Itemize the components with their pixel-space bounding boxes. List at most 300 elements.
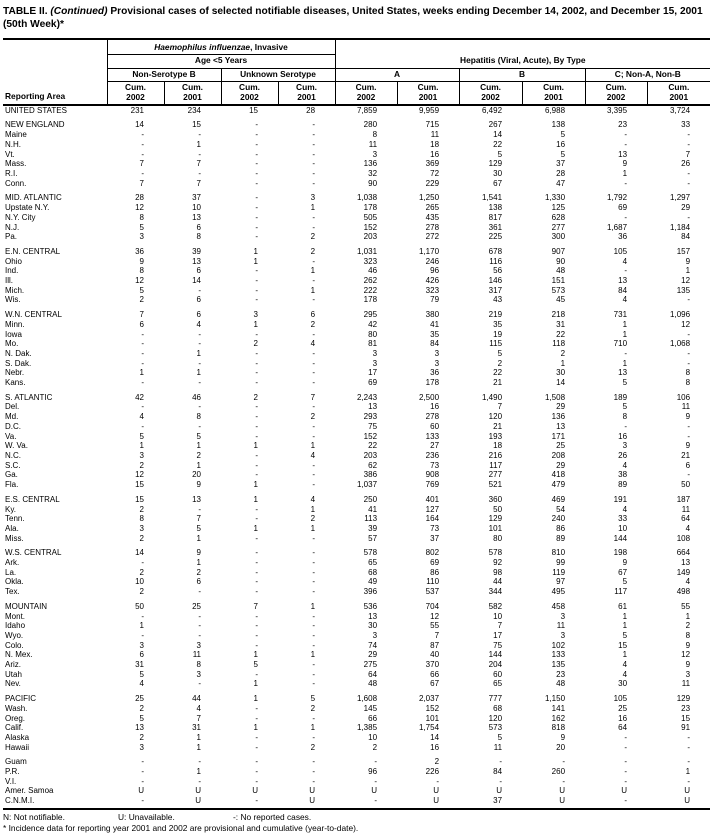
reporting-area-cell: MID. ATLANTIC bbox=[5, 193, 62, 203]
value-cell: - bbox=[255, 368, 258, 378]
value-cell: 5 bbox=[622, 402, 628, 412]
value-cell: 2 bbox=[196, 450, 201, 460]
value-cell: 6 bbox=[196, 577, 201, 587]
value-cell: 4 bbox=[196, 703, 201, 713]
value-cell: 19 bbox=[493, 329, 503, 339]
legend-no-cases: -: No reported cases. bbox=[233, 811, 312, 822]
value-cell: - bbox=[312, 757, 316, 767]
value-cell: 31 bbox=[135, 660, 144, 670]
table-title bbox=[3, 5, 710, 32]
value-cell: 31 bbox=[192, 723, 201, 733]
reporting-area-cell: Minn. bbox=[5, 319, 25, 329]
value-cell: - bbox=[687, 421, 691, 431]
reporting-area-cell: Wis. bbox=[5, 295, 21, 305]
value-cell: 4 bbox=[139, 412, 144, 422]
value-cell: 4 bbox=[622, 460, 628, 470]
value-cell: 57 bbox=[368, 533, 378, 543]
value-cell: 369 bbox=[425, 159, 440, 169]
reporting-area-cell: Calif. bbox=[5, 723, 24, 733]
table-row bbox=[3, 577, 710, 587]
value-cell: - bbox=[198, 402, 201, 412]
value-cell: 1,250 bbox=[419, 193, 440, 203]
value-cell: 12 bbox=[430, 611, 440, 621]
value-cell: 37 bbox=[556, 159, 566, 169]
value-cell: 1 bbox=[685, 266, 691, 276]
value-cell: 5 bbox=[560, 149, 566, 159]
value-cell: 710 bbox=[613, 339, 628, 349]
value-cell: 14 bbox=[192, 276, 201, 286]
value-cell: - bbox=[255, 285, 258, 295]
value-cell: 3 bbox=[434, 348, 440, 358]
value-cell: 234 bbox=[187, 105, 201, 115]
value-cell: 498 bbox=[676, 587, 691, 597]
value-cell: U bbox=[621, 786, 628, 796]
value-cell: 1,096 bbox=[670, 310, 691, 320]
incidence-note: * Incidence data for reporting year 2001 and 2002 are provisional and cumulative (year-to-date). bbox=[3, 823, 359, 834]
value-cell: 4 bbox=[622, 256, 628, 266]
reporting-area-cell: Pa. bbox=[5, 232, 18, 242]
value-cell: 9 bbox=[139, 256, 144, 266]
value-cell: 3 bbox=[139, 640, 144, 650]
value-cell: 1 bbox=[622, 329, 628, 339]
value-cell: 262 bbox=[363, 276, 378, 286]
reporting-area-cell: Maine bbox=[5, 130, 27, 140]
value-cell: 5 bbox=[139, 713, 144, 723]
value-cell: 295 bbox=[363, 310, 378, 320]
value-cell: - bbox=[255, 567, 258, 577]
value-cell: 7 bbox=[196, 159, 201, 169]
value-cell: 56 bbox=[493, 266, 503, 276]
value-cell: 47 bbox=[556, 178, 566, 188]
value-cell: 10 bbox=[493, 611, 503, 621]
value-cell: 48 bbox=[368, 679, 378, 689]
value-cell: 7 bbox=[139, 310, 144, 320]
table-row bbox=[3, 179, 710, 189]
value-cell: - bbox=[687, 470, 691, 480]
table-row bbox=[3, 339, 710, 349]
value-cell: 3 bbox=[622, 441, 628, 451]
value-cell: 110 bbox=[426, 577, 440, 587]
table-row bbox=[3, 140, 710, 150]
value-cell: 250 bbox=[363, 494, 378, 504]
value-cell: 74 bbox=[368, 640, 378, 650]
hib-name-rest: , Invasive bbox=[250, 41, 288, 52]
value-cell: - bbox=[687, 130, 691, 140]
table-row bbox=[3, 689, 710, 704]
value-cell: 41 bbox=[368, 504, 378, 514]
value-cell: - bbox=[687, 757, 691, 767]
value-cell: 277 bbox=[488, 470, 503, 480]
table-row bbox=[3, 203, 710, 213]
value-cell: 2 bbox=[310, 412, 316, 422]
value-cell: - bbox=[141, 139, 144, 149]
reporting-area-cell: N. Dak. bbox=[5, 348, 32, 358]
value-cell: 28 bbox=[556, 169, 566, 178]
value-cell: 118 bbox=[552, 339, 566, 349]
value-cell: - bbox=[687, 742, 691, 752]
value-cell: 240 bbox=[551, 514, 566, 524]
value-cell: 44 bbox=[192, 694, 201, 704]
value-cell: 6 bbox=[196, 310, 201, 320]
value-cell: 8 bbox=[685, 378, 691, 388]
value-cell: 66 bbox=[430, 669, 440, 679]
value-cell: - bbox=[141, 630, 144, 640]
reporting-area-cell: Ark. bbox=[5, 558, 20, 568]
value-cell: 3,724 bbox=[670, 105, 691, 115]
value-cell: 50 bbox=[135, 601, 144, 611]
value-cell: 13 bbox=[681, 558, 691, 568]
value-cell: 23 bbox=[556, 669, 566, 679]
value-cell: - bbox=[312, 587, 316, 597]
value-cell: 8 bbox=[685, 630, 691, 640]
value-cell: 1 bbox=[196, 558, 201, 568]
value-cell: - bbox=[312, 460, 316, 470]
value-cell: 222 bbox=[363, 285, 378, 295]
value-cell: - bbox=[687, 178, 691, 188]
value-cell: 187 bbox=[676, 494, 691, 504]
table-row bbox=[3, 320, 710, 330]
value-cell: 1 bbox=[196, 533, 201, 543]
value-cell: 30 bbox=[493, 169, 503, 178]
table-row bbox=[3, 587, 710, 597]
value-cell: 13 bbox=[368, 402, 378, 412]
value-cell: - bbox=[255, 742, 258, 752]
table-row bbox=[3, 631, 710, 641]
table-row bbox=[3, 723, 710, 733]
value-cell: - bbox=[255, 358, 258, 368]
value-cell: 67 bbox=[493, 178, 503, 188]
value-cell: 18 bbox=[430, 139, 440, 149]
value-cell: 81 bbox=[368, 339, 378, 349]
value-cell: 84 bbox=[681, 232, 691, 242]
value-cell: 293 bbox=[363, 412, 378, 422]
table-row bbox=[3, 786, 710, 796]
reporting-area-cell: Tenn. bbox=[5, 514, 25, 524]
value-cell: 26 bbox=[618, 450, 628, 460]
table-row bbox=[3, 150, 710, 160]
reporting-area-cell: C.N.M.I. bbox=[3, 796, 107, 809]
value-cell: 21 bbox=[493, 378, 503, 388]
reporting-area-cell: W.S. CENTRAL bbox=[5, 548, 62, 558]
title-continued: (Continued) bbox=[50, 6, 111, 17]
value-cell: 731 bbox=[613, 310, 628, 320]
value-cell: 818 bbox=[551, 723, 566, 733]
value-cell: - bbox=[198, 776, 201, 786]
reporting-area-cell: MOUNTAIN bbox=[5, 601, 48, 611]
value-cell: 14 bbox=[135, 120, 144, 130]
value-cell: 231 bbox=[130, 105, 144, 115]
table-row bbox=[3, 490, 710, 505]
value-cell: 45 bbox=[556, 295, 566, 305]
value-cell: 1 bbox=[622, 621, 628, 631]
value-cell: - bbox=[312, 178, 316, 188]
value-cell: - bbox=[255, 120, 258, 130]
value-cell: - bbox=[255, 767, 258, 777]
value-cell: - bbox=[141, 558, 144, 568]
value-cell: 138 bbox=[488, 203, 503, 213]
cum-year-header: Cum. 2001 bbox=[647, 82, 710, 105]
value-cell: 101 bbox=[425, 713, 440, 723]
value-cell: 15 bbox=[192, 120, 201, 130]
value-cell: - bbox=[312, 621, 316, 631]
value-cell: - bbox=[499, 776, 503, 786]
value-cell: 13 bbox=[556, 421, 566, 431]
value-cell: 9,959 bbox=[419, 105, 440, 115]
value-cell: - bbox=[255, 514, 258, 524]
value-cell: 15 bbox=[135, 480, 144, 490]
table-row bbox=[3, 266, 710, 276]
value-cell: - bbox=[624, 130, 628, 140]
value-cell: - bbox=[221, 796, 278, 809]
reporting-area-cell: Wyo. bbox=[5, 630, 24, 640]
value-cell: 36 bbox=[618, 232, 628, 242]
value-cell: - bbox=[312, 577, 316, 587]
reporting-area-cell: Nev. bbox=[5, 679, 21, 689]
value-cell: - bbox=[255, 193, 258, 203]
table-row bbox=[3, 796, 710, 809]
value-cell: 1 bbox=[253, 441, 258, 451]
value-cell: 8 bbox=[196, 660, 201, 670]
value-cell: 17 bbox=[493, 630, 503, 640]
cum-year-header: Cum. 2001 bbox=[164, 82, 221, 105]
reporting-area-cell: Ill. bbox=[5, 276, 13, 286]
value-cell: - bbox=[141, 402, 144, 412]
value-cell: - bbox=[255, 577, 258, 587]
value-cell: 171 bbox=[551, 431, 566, 441]
value-cell: 6 bbox=[139, 650, 144, 660]
value-cell: 1 bbox=[310, 285, 316, 295]
value-cell: 8 bbox=[139, 212, 144, 222]
table-row bbox=[3, 422, 710, 432]
value-cell: - bbox=[312, 402, 316, 412]
value-cell: 136 bbox=[363, 159, 378, 169]
value-cell: 37 bbox=[459, 796, 522, 809]
value-cell: - bbox=[198, 504, 201, 514]
value-cell: - bbox=[255, 460, 258, 470]
value-cell: 8 bbox=[196, 412, 201, 422]
table-row bbox=[3, 242, 710, 257]
reporting-area-cell: V.I. bbox=[5, 776, 17, 786]
value-cell: - bbox=[312, 378, 316, 388]
subgroup-header: C; Non-A, Non-B bbox=[585, 68, 710, 82]
value-cell: - bbox=[687, 212, 691, 222]
value-cell: 14 bbox=[135, 548, 144, 558]
value-cell: 87 bbox=[430, 640, 440, 650]
value-cell: - bbox=[624, 266, 628, 276]
value-cell: 48 bbox=[556, 679, 566, 689]
value-cell: 84 bbox=[618, 285, 628, 295]
value-cell: - bbox=[312, 120, 316, 130]
table-row bbox=[3, 704, 710, 714]
hepatitis-group-header: Hepatitis (Viral, Acute), By Type bbox=[335, 39, 710, 69]
value-cell: 2 bbox=[139, 587, 144, 597]
table-row bbox=[3, 679, 710, 689]
value-cell: - bbox=[436, 776, 440, 786]
value-cell: 536 bbox=[363, 601, 378, 611]
value-cell: 14 bbox=[430, 732, 440, 742]
value-cell: 2 bbox=[310, 514, 316, 524]
table-row bbox=[3, 349, 710, 359]
value-cell: 22 bbox=[493, 368, 503, 378]
value-cell: 5 bbox=[622, 630, 628, 640]
reporting-area-cell: N.H. bbox=[5, 139, 21, 149]
value-cell: U bbox=[522, 796, 585, 809]
cum-year-header: Cum. 2001 bbox=[278, 82, 335, 105]
value-cell: 573 bbox=[551, 285, 566, 295]
value-cell: - bbox=[312, 421, 316, 431]
value-cell: 8 bbox=[622, 412, 628, 422]
value-cell: 3 bbox=[139, 523, 144, 533]
hib-group-header bbox=[107, 39, 335, 55]
value-cell: 40 bbox=[430, 650, 440, 660]
value-cell: - bbox=[624, 139, 628, 149]
value-cell: - bbox=[312, 660, 316, 670]
value-cell: 152 bbox=[363, 431, 378, 441]
value-cell: 219 bbox=[488, 310, 503, 320]
value-cell: 1,068 bbox=[670, 339, 691, 349]
value-cell: 144 bbox=[613, 533, 628, 543]
value-cell: - bbox=[141, 149, 144, 159]
value-cell: - bbox=[312, 295, 316, 305]
value-cell: 86 bbox=[556, 523, 566, 533]
value-cell: 817 bbox=[488, 212, 503, 222]
value-cell: 50 bbox=[493, 504, 503, 514]
value-cell: 96 bbox=[430, 266, 440, 276]
value-cell: - bbox=[198, 611, 201, 621]
value-cell: 2,037 bbox=[419, 694, 440, 704]
value-cell: - bbox=[255, 757, 258, 767]
value-cell: 1 bbox=[310, 203, 316, 213]
value-cell: 1 bbox=[196, 742, 201, 752]
value-cell: - bbox=[312, 276, 316, 286]
value-cell: 11 bbox=[192, 650, 201, 660]
value-cell: 1,541 bbox=[482, 193, 503, 203]
reporting-area-cell: Tex. bbox=[5, 587, 20, 597]
value-cell: 1 bbox=[139, 441, 144, 451]
value-cell: 2 bbox=[196, 567, 201, 577]
value-cell: 102 bbox=[551, 640, 566, 650]
value-cell: 28 bbox=[135, 193, 144, 203]
reporting-area-cell: Oreg. bbox=[5, 713, 26, 723]
value-cell: 37 bbox=[192, 193, 201, 203]
table-row bbox=[3, 752, 710, 767]
value-cell: - bbox=[312, 611, 316, 621]
reporting-area-cell: Amer. Samoa bbox=[5, 786, 54, 796]
value-cell: - bbox=[687, 348, 691, 358]
value-cell: 13 bbox=[618, 149, 628, 159]
value-cell: 1 bbox=[622, 611, 628, 621]
value-cell: 2 bbox=[685, 621, 691, 631]
value-cell: - bbox=[141, 611, 144, 621]
value-cell: - bbox=[255, 732, 258, 742]
value-cell: - bbox=[255, 533, 258, 543]
reporting-area-cell: Md. bbox=[5, 412, 19, 422]
value-cell: 16 bbox=[430, 742, 440, 752]
value-cell: U bbox=[397, 796, 459, 809]
value-cell: 7 bbox=[196, 514, 201, 524]
value-cell: 537 bbox=[425, 587, 440, 597]
value-cell: 16 bbox=[430, 402, 440, 412]
value-cell: - bbox=[687, 776, 691, 786]
value-cell: 17 bbox=[368, 368, 378, 378]
value-cell: - bbox=[255, 713, 258, 723]
value-cell: 144 bbox=[488, 650, 503, 660]
value-cell: 7 bbox=[139, 178, 144, 188]
value-cell: - bbox=[255, 169, 258, 178]
table-row bbox=[3, 597, 710, 612]
value-cell: 30 bbox=[368, 621, 378, 631]
value-cell: 62 bbox=[368, 460, 378, 470]
value-cell: - bbox=[562, 757, 566, 767]
value-cell: 84 bbox=[430, 339, 440, 349]
value-cell: 2,500 bbox=[419, 392, 440, 402]
table-row bbox=[3, 286, 710, 296]
value-cell: 505 bbox=[363, 212, 378, 222]
value-cell: - bbox=[255, 450, 258, 460]
value-cell: 1 bbox=[196, 139, 201, 149]
footnotes bbox=[3, 812, 710, 835]
value-cell: - bbox=[255, 232, 258, 242]
value-cell: 2 bbox=[310, 246, 316, 256]
value-cell: 277 bbox=[551, 222, 566, 232]
value-cell: U bbox=[647, 796, 710, 809]
value-cell: U bbox=[684, 786, 691, 796]
value-cell: - bbox=[141, 329, 144, 339]
reporting-area-cell: La. bbox=[5, 567, 17, 577]
reporting-area-cell: Ga. bbox=[5, 470, 18, 480]
reporting-area-cell: N. Mex. bbox=[5, 650, 33, 660]
value-cell: 2 bbox=[139, 295, 144, 305]
value-cell: 9 bbox=[685, 256, 691, 266]
value-cell: 21 bbox=[493, 421, 503, 431]
value-cell: 22 bbox=[556, 329, 566, 339]
value-cell: - bbox=[141, 776, 144, 786]
value-cell: 35 bbox=[430, 329, 440, 339]
value-cell: 300 bbox=[551, 232, 566, 242]
value-cell: 11 bbox=[681, 402, 691, 412]
reporting-area-cell: Nebr. bbox=[5, 368, 25, 378]
value-cell: - bbox=[312, 149, 316, 159]
table-row bbox=[3, 461, 710, 471]
value-cell: - bbox=[585, 796, 647, 809]
value-cell: - bbox=[335, 796, 397, 809]
value-cell: 9 bbox=[622, 558, 628, 568]
value-cell: 3 bbox=[253, 310, 258, 320]
value-cell: 108 bbox=[676, 533, 691, 543]
value-cell: 13 bbox=[618, 276, 628, 286]
reporting-area-cell: Idaho bbox=[5, 621, 26, 631]
reporting-area-cell: PACIFIC bbox=[5, 694, 36, 704]
value-cell: - bbox=[198, 169, 201, 178]
value-cell: 86 bbox=[430, 567, 440, 577]
value-cell: U bbox=[252, 786, 258, 796]
reporting-area-cell: R.I. bbox=[5, 169, 18, 178]
value-cell: 21 bbox=[681, 450, 691, 460]
cum-year-header: Cum. 2002 bbox=[459, 82, 522, 105]
value-cell: 3 bbox=[310, 193, 316, 203]
value-cell: - bbox=[255, 212, 258, 222]
value-cell: 97 bbox=[556, 577, 566, 587]
value-cell: - bbox=[624, 178, 628, 188]
value-cell: 9 bbox=[685, 640, 691, 650]
value-cell: 25 bbox=[556, 441, 566, 451]
value-cell: 149 bbox=[676, 567, 691, 577]
table-row bbox=[3, 543, 710, 558]
value-cell: - bbox=[562, 776, 566, 786]
reporting-area-cell: Mo. bbox=[5, 339, 19, 349]
cum-year-header: Cum. 2002 bbox=[335, 82, 397, 105]
value-cell: 12 bbox=[135, 203, 144, 213]
